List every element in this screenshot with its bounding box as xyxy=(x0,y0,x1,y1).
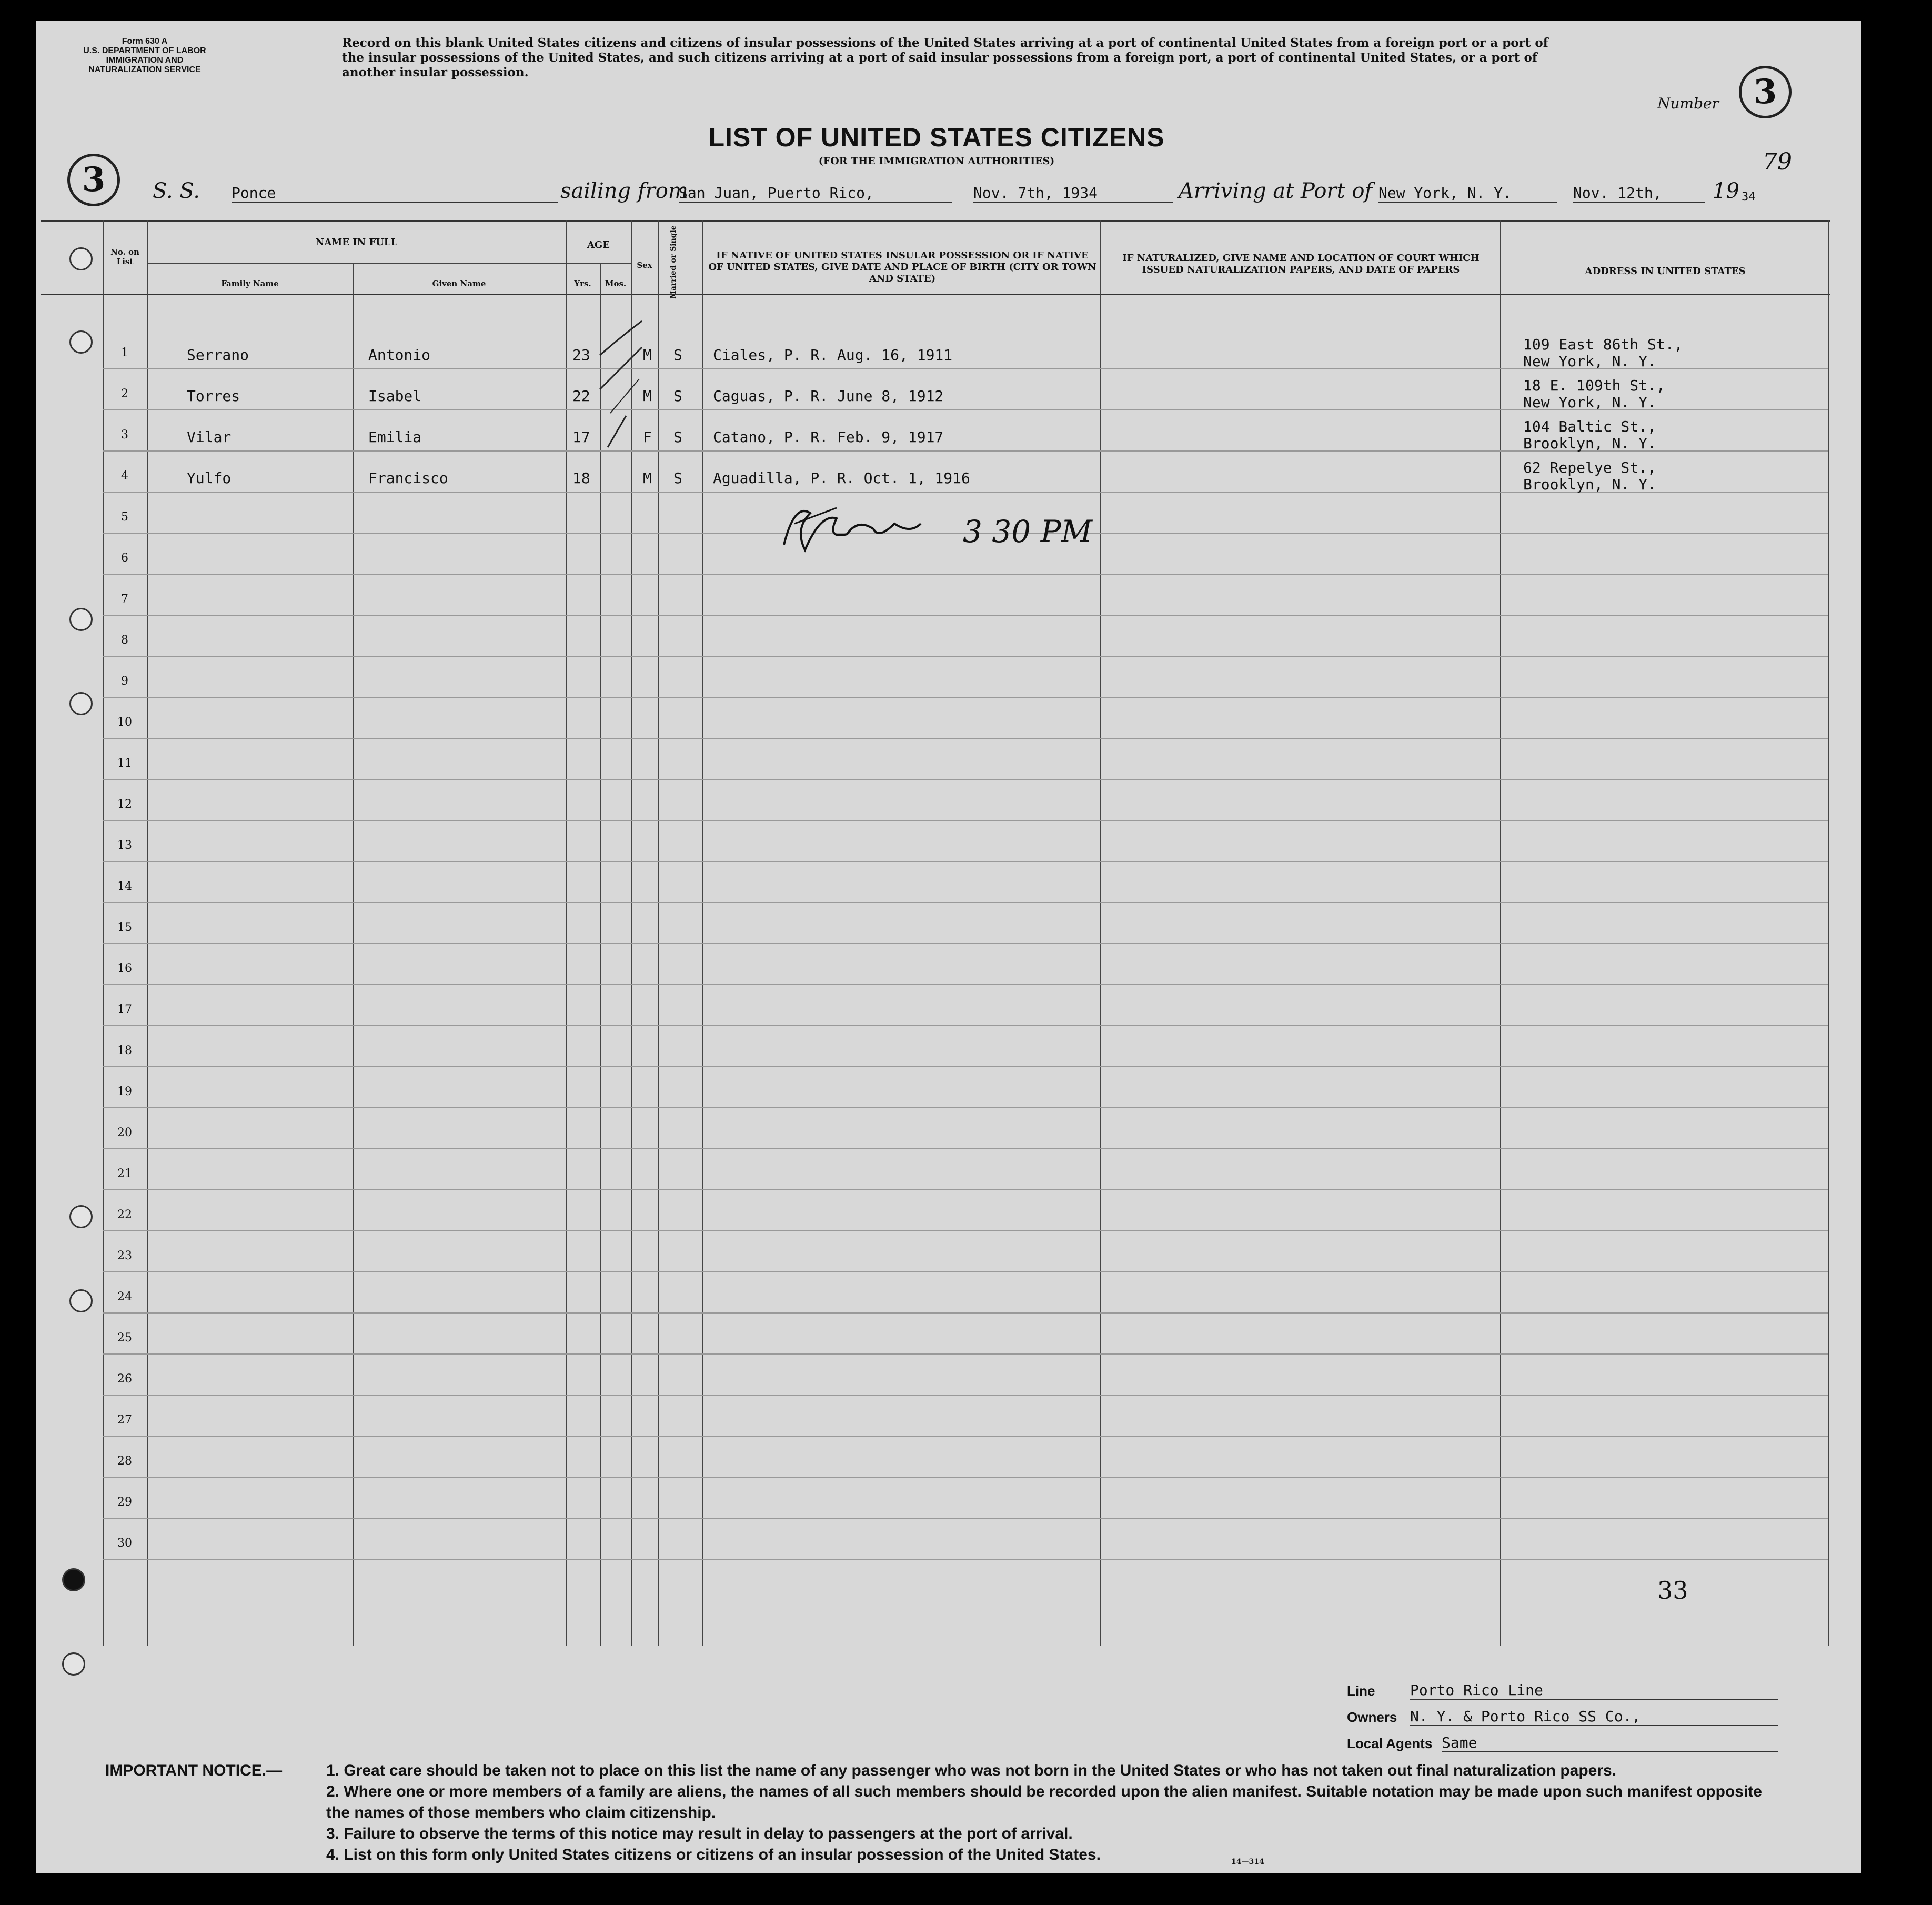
table-row xyxy=(103,779,1828,780)
col-rule xyxy=(566,220,567,1646)
year-suffix: 34 xyxy=(1742,190,1756,204)
header-bottom-rule xyxy=(41,294,1830,295)
punch-hole xyxy=(69,330,93,354)
row-number: 21 xyxy=(117,1167,132,1180)
given-name-cell: Isabel xyxy=(368,387,422,405)
header-name-in-full: NAME IN FULL xyxy=(315,237,398,248)
handwritten-time: 3 30 PM xyxy=(963,514,1092,549)
page-count: 33 xyxy=(1657,1576,1688,1605)
header-mos: Mos. xyxy=(605,279,627,288)
sex-cell: F xyxy=(643,428,652,446)
status-cell: S xyxy=(673,428,682,446)
table-top-rule xyxy=(41,220,1830,222)
row-number: 8 xyxy=(121,634,128,647)
age-cell: 17 xyxy=(572,428,590,446)
punch-hole xyxy=(69,692,93,715)
table-row xyxy=(103,1518,1828,1519)
col-rule xyxy=(702,220,703,1646)
birthplace-cell: Caguas, P. R. June 8, 1912 xyxy=(713,387,944,405)
table-row xyxy=(103,1353,1828,1355)
left-stamp: 3 xyxy=(67,154,120,206)
form-code: 14—314 xyxy=(1231,1858,1264,1866)
sex-cell: M xyxy=(643,469,652,487)
number-label: Number xyxy=(1657,95,1719,112)
handwritten-number: 79 xyxy=(1763,148,1792,175)
handwritten-signature xyxy=(773,492,1121,568)
header-married-single: Married or Single xyxy=(669,225,678,299)
service-name-line1: IMMIGRATION AND xyxy=(106,56,184,65)
col-rule xyxy=(1100,220,1101,1646)
notice-item-3 xyxy=(105,1823,1789,1844)
row-number: 20 xyxy=(117,1126,132,1139)
table-row xyxy=(103,615,1828,616)
age-cell: 18 xyxy=(572,469,590,487)
notice-lead: IMPORTANT NOTICE.— xyxy=(105,1762,283,1779)
row-number: 11 xyxy=(117,757,132,770)
sex-cell: M xyxy=(643,346,652,364)
col-rule xyxy=(1828,220,1829,1646)
ss-label: S. S. xyxy=(153,179,200,203)
manifest-sheet xyxy=(36,21,1861,1873)
row-number: 23 xyxy=(117,1249,132,1262)
row-number: 17 xyxy=(117,1003,132,1016)
notice-item-2 xyxy=(105,1781,1789,1823)
row-number: 1 xyxy=(121,346,128,359)
given-name-cell: Francisco xyxy=(368,469,448,487)
family-name-cell: Torres xyxy=(187,387,240,405)
row-number: 19 xyxy=(117,1085,132,1098)
birthplace-cell: Ciales, P. R. Aug. 16, 1911 xyxy=(713,346,953,364)
table-row xyxy=(103,1230,1828,1231)
table-row xyxy=(103,1271,1828,1272)
col-rule xyxy=(658,220,659,1646)
signature-drawing xyxy=(773,492,1121,566)
table-row xyxy=(103,574,1828,575)
table-row xyxy=(103,738,1828,739)
year-prefix: 19 xyxy=(1713,179,1739,203)
important-notice xyxy=(105,1760,1789,1866)
row-number: 7 xyxy=(121,593,128,606)
row-number: 6 xyxy=(121,552,128,565)
document-title: LIST OF UNITED STATES CITIZENS xyxy=(708,123,1165,152)
row-number: 15 xyxy=(117,921,132,934)
table-row xyxy=(103,1559,1828,1560)
line-value: Porto Rico Line xyxy=(1410,1681,1778,1700)
row-number: 22 xyxy=(117,1208,132,1221)
given-name-cell: Antonio xyxy=(368,346,431,364)
table-row xyxy=(103,1148,1828,1149)
address-line1-cell: 62 Repelye St., xyxy=(1523,459,1656,476)
header-address: ADDRESS IN UNITED STATES xyxy=(1585,266,1746,277)
row-number: 4 xyxy=(121,469,128,483)
row-number: 3 xyxy=(121,428,128,442)
address-line2-cell: New York, N. Y. xyxy=(1523,394,1656,411)
departure-port: San Juan, Puerto Rico, xyxy=(679,184,952,203)
punch-hole xyxy=(69,1205,93,1228)
notice-text-3: 3. Failure to observe the terms of this notice may result in delay to passengers at the port of arrival. xyxy=(326,1825,1073,1842)
header-family-name: Family Name xyxy=(221,279,279,288)
row-number: 18 xyxy=(117,1044,132,1057)
department-name: U.S. DEPARTMENT OF LABOR xyxy=(83,46,206,55)
notice-item-4 xyxy=(105,1844,1789,1866)
agents-label: Local Agents xyxy=(1347,1736,1433,1751)
departure-date: Nov. 7th, 1934 xyxy=(973,184,1173,203)
punch-hole xyxy=(69,247,93,270)
row-number: 28 xyxy=(117,1455,132,1468)
record-note: Record on this blank United States citizens and citizens of insular possessions of the United States arriving at a port of continental United States from a foreign port or a port of the insular possessions of the United States, and such citizens arriving at a port of said insular possessions from a foreign port, a port of continental United States, or a port of another insular possession. xyxy=(342,36,1548,79)
age-check-marks xyxy=(589,316,652,516)
punch-hole xyxy=(69,1289,93,1312)
table-row xyxy=(103,1189,1828,1190)
table-row xyxy=(103,1436,1828,1437)
status-cell: S xyxy=(673,469,682,487)
header-yrs: Yrs. xyxy=(574,279,591,288)
agents-value: Same xyxy=(1442,1734,1778,1752)
document-subtitle: (FOR THE IMMIGRATION AUTHORITIES) xyxy=(818,155,1055,167)
address-line2-cell: Brooklyn, N. Y. xyxy=(1523,435,1656,452)
col-rule xyxy=(353,263,354,1646)
row-number: 9 xyxy=(121,675,128,688)
owners-value: N. Y. & Porto Rico SS Co., xyxy=(1410,1708,1778,1726)
row-number: 29 xyxy=(117,1496,132,1509)
address-line1-cell: 18 E. 109th St., xyxy=(1523,377,1665,394)
address-line1-cell: 104 Baltic St., xyxy=(1523,418,1656,435)
row-number: 24 xyxy=(117,1290,132,1304)
row-number: 26 xyxy=(117,1372,132,1386)
arrival-port: New York, N. Y. xyxy=(1378,184,1557,203)
ship-name: Ponce xyxy=(232,184,558,203)
table-row xyxy=(103,697,1828,698)
row-number: 5 xyxy=(121,510,128,524)
col-rule xyxy=(1500,220,1501,1646)
punch-hole xyxy=(62,1568,85,1591)
birthplace-cell: Aguadilla, P. R. Oct. 1, 1916 xyxy=(713,469,970,487)
age-cell: 23 xyxy=(572,346,590,364)
header-age: AGE xyxy=(587,239,610,250)
number-stamp: 3 xyxy=(1739,66,1792,118)
row-number: 25 xyxy=(117,1331,132,1345)
arrival-date: Nov. 12th, xyxy=(1573,184,1705,203)
table-row xyxy=(103,902,1828,903)
punch-hole xyxy=(69,608,93,631)
header-no: No. on List xyxy=(110,247,139,266)
col-rule xyxy=(147,220,148,1646)
address-line2-cell: New York, N. Y. xyxy=(1523,353,1656,370)
row-number: 16 xyxy=(117,962,132,975)
arriving-label: Arriving at Port of xyxy=(1179,179,1373,203)
family-name-cell: Vilar xyxy=(187,428,232,446)
table-row xyxy=(103,1066,1828,1067)
sex-cell: M xyxy=(643,387,652,405)
service-name-line2: NATURALIZATION SERVICE xyxy=(88,65,201,74)
birthplace-cell: Catano, P. R. Feb. 9, 1917 xyxy=(713,428,944,446)
given-name-cell: Emilia xyxy=(368,428,422,446)
row-number: 2 xyxy=(121,387,128,400)
table-row xyxy=(103,1025,1828,1026)
sailing-label: sailing from xyxy=(560,179,688,203)
header-birth: IF NATIVE OF UNITED STATES INSULAR POSSESSION OR IF NATIVE OF UNITED STATES, GIVE DATE AND PLACE OF BIRTH (CITY OR TOWN AND STATE) xyxy=(708,250,1096,284)
table-row xyxy=(103,984,1828,985)
row-number: 27 xyxy=(117,1413,132,1427)
table-row xyxy=(103,943,1828,944)
line-label: Line xyxy=(1347,1683,1375,1699)
notice-item-1 xyxy=(105,1760,1789,1781)
age-cell: 22 xyxy=(572,387,590,405)
row-number: 10 xyxy=(117,716,132,729)
address-line2-cell: Brooklyn, N. Y. xyxy=(1523,476,1656,493)
form-number: Form 630 A xyxy=(122,37,168,46)
table-row xyxy=(103,1395,1828,1396)
punch-hole xyxy=(62,1652,85,1676)
check-marks-drawing xyxy=(589,316,652,516)
family-name-cell: Serrano xyxy=(187,346,249,364)
notice-text-4: 4. List on this form only United States citizens or citizens of an insular possession of the United States. xyxy=(326,1846,1101,1863)
table-row xyxy=(103,656,1828,657)
address-line1-cell: 109 East 86th St., xyxy=(1523,336,1683,353)
subheader-rule xyxy=(147,263,631,264)
row-number: 14 xyxy=(117,880,132,893)
family-name-cell: Yulfo xyxy=(187,469,232,487)
table-row xyxy=(103,861,1828,862)
notice-text-2: 2. Where one or more members of a family are aliens, the names of all such members should be recorded upon the alien manifest. Suitable notation may be made upon such manifest opposite the names of those members who claim citizenship. xyxy=(326,1783,1762,1821)
table-row xyxy=(103,1477,1828,1478)
table-row xyxy=(103,1107,1828,1108)
row-number: 13 xyxy=(117,839,132,852)
table-row xyxy=(103,820,1828,821)
owners-label: Owners xyxy=(1347,1709,1397,1725)
header-sex: Sex xyxy=(637,260,652,270)
status-cell: S xyxy=(673,346,682,364)
status-cell: S xyxy=(673,387,682,405)
table-row xyxy=(103,1312,1828,1314)
header-given-name: Given Name xyxy=(432,279,486,288)
header-naturalized: IF NATURALIZED, GIVE NAME AND LOCATION OF COURT WHICH ISSUED NATURALIZATION PAPERS, AND DATE OF PAPERS xyxy=(1122,253,1480,275)
form-identifier xyxy=(58,37,232,75)
row-number: 30 xyxy=(117,1537,132,1550)
notice-text-1: 1. Great care should be taken not to place on this list the name of any passenger who was not born in the United States or who has not taken out final naturalization papers. xyxy=(326,1762,1617,1779)
row-number: 12 xyxy=(117,798,132,811)
